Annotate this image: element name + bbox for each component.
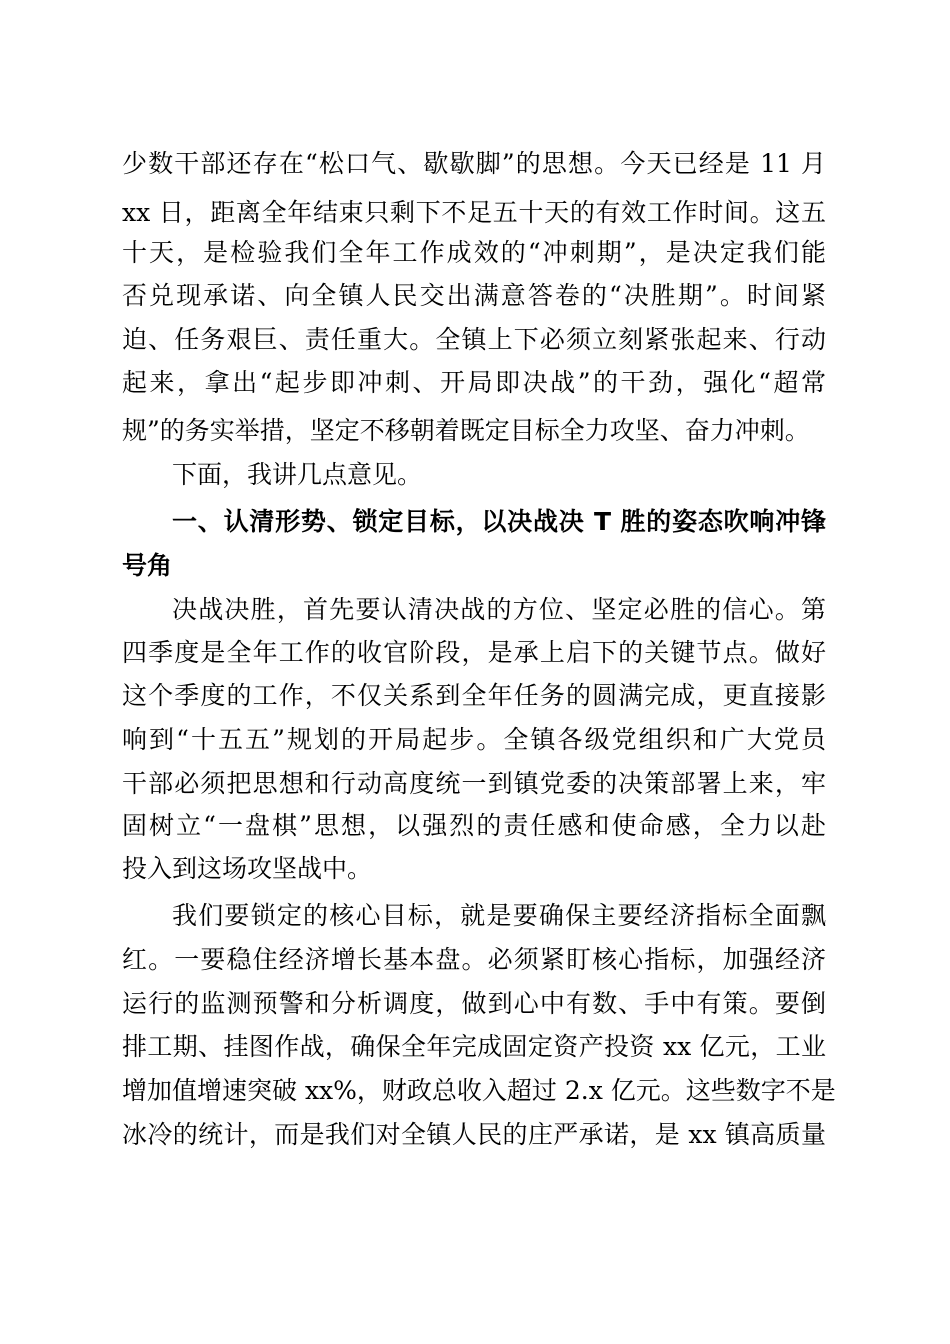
paragraph-line: 迫、任务艰巨、责任重大。全镇上下必须立刻紧张起来、行动 xyxy=(122,325,826,354)
paragraph-line: 增加值增速突破 xx%，财政总收入超过 2.x 亿元。这些数字不是 xyxy=(122,1076,836,1105)
paragraph-line: 我们要锁定的核心目标，就是要确保主要经济指标全面飘 xyxy=(172,901,826,930)
paragraph-line: 固树立“一盘棋”思想，以强烈的责任感和使命感，全力以赴 xyxy=(122,811,826,840)
section-heading: 一、认清形势、锁定目标，以决战决 T 胜的姿态吹响冲锋 xyxy=(172,507,826,536)
paragraph-line: xx 日，距离全年结束只剩下不足五十天的有效工作时间。这五 xyxy=(122,198,826,227)
paragraph-line: 四季度是全年工作的收官阶段，是承上启下的关键节点。做好 xyxy=(122,638,826,667)
paragraph-line: 否兑现承诺、向全镇人民交出满意答卷的“决胜期”。时间紧 xyxy=(122,281,826,310)
paragraph-line: 少数干部还存在“松口气、歇歇脚”的思想。今天已经是 11 月 xyxy=(122,149,826,178)
paragraph-line: 冰冷的统计，而是我们对全镇人民的庄严承诺，是 xx 镇高质量 xyxy=(122,1120,826,1149)
paragraph-line: 规”的务实举措，坚定不移朝着既定目标全力攻坚、奋力冲刺。 xyxy=(122,416,810,445)
paragraph-line: 决战决胜，首先要认清决战的方位、坚定必胜的信心。第 xyxy=(172,595,826,624)
paragraph-line: 下面，我讲几点意见。 xyxy=(172,460,423,489)
paragraph-line: 投入到这场攻坚战中。 xyxy=(122,854,373,883)
paragraph-line: 运行的监测预警和分析调度，做到心中有数、手中有策。要倒 xyxy=(122,989,826,1018)
paragraph-line: 干部必须把思想和行动高度统一到镇党委的决策部署上来，牢 xyxy=(122,769,826,798)
paragraph-line: 响到“十五五”规划的开局起步。全镇各级党组织和广大党员 xyxy=(122,725,826,754)
section-heading: 号角 xyxy=(122,551,173,580)
paragraph-line: 起来，拿出“起步即冲刺、开局即决战”的干劲，强化“超常 xyxy=(122,368,826,397)
paragraph-line: 这个季度的工作，不仅关系到全年任务的圆满完成，更直接影 xyxy=(122,681,826,710)
paragraph-line: 红。一要稳住经济增长基本盘。必须紧盯核心指标，加强经济 xyxy=(122,945,826,974)
paragraph-line: 排工期、挂图作战，确保全年完成固定资产投资 xx 亿元，工业 xyxy=(122,1032,826,1061)
paragraph-line: 十天，是检验我们全年工作成效的“冲刺期”，是决定我们能 xyxy=(122,238,826,267)
